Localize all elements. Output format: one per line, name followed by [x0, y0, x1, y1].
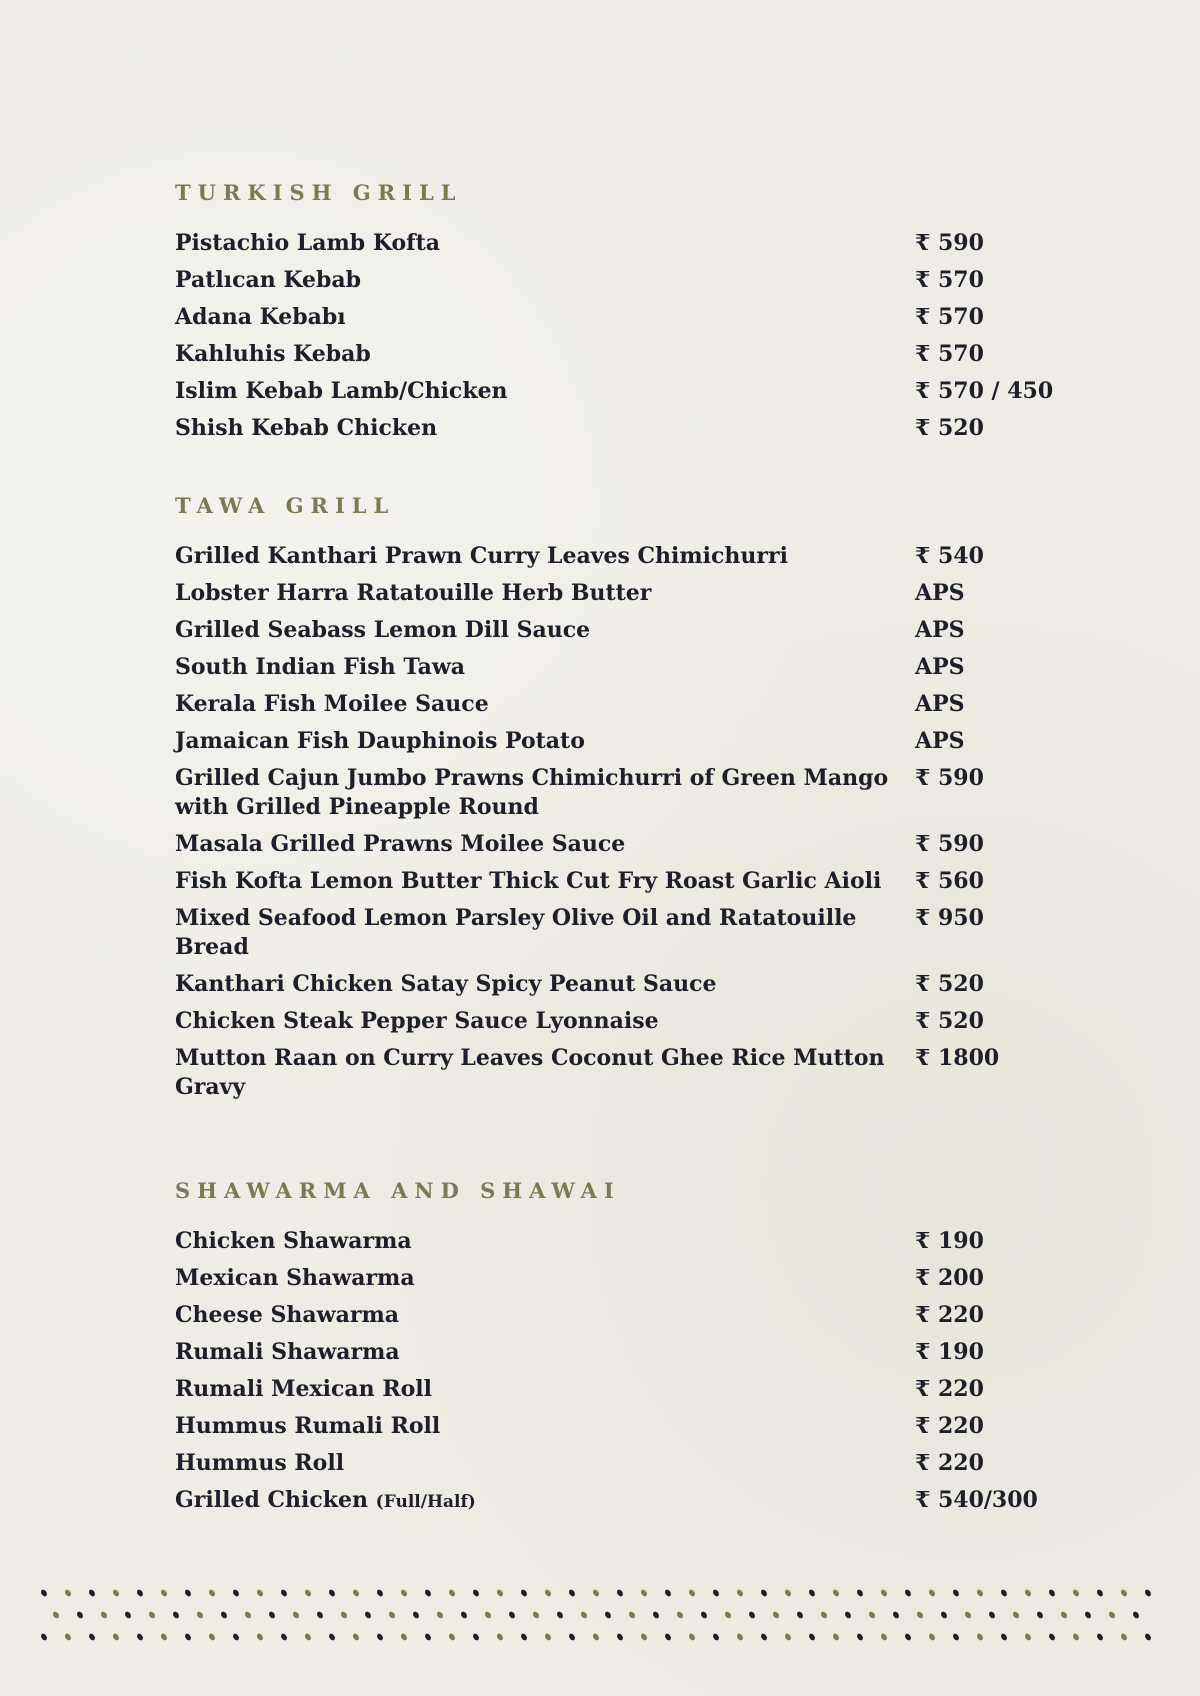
decorative-dot [400, 1633, 408, 1642]
decorative-dot [616, 1589, 624, 1598]
decorative-dot [1036, 1611, 1044, 1620]
item-name: Hummus Roll [175, 1450, 345, 1476]
item-name: Grilled Kanthari Prawn Curry Leaves Chimichurri [175, 543, 788, 569]
menu-item [175, 579, 1075, 608]
item-price: ₹ 220 [915, 1413, 984, 1439]
menu-item [175, 830, 1075, 859]
item-price: ₹ 590 [915, 765, 984, 791]
decorative-dot [628, 1611, 636, 1620]
decorative-dot [604, 1611, 612, 1620]
decorative-dot [712, 1589, 720, 1598]
decorative-dot [1024, 1589, 1032, 1598]
menu-item-list [175, 542, 1075, 1102]
decorative-dot [64, 1589, 72, 1598]
decorative-dot [736, 1589, 744, 1598]
decorative-dot [256, 1633, 264, 1642]
menu-item-list [175, 1227, 1075, 1517]
decorative-dot [856, 1633, 864, 1642]
decorative-dot [1144, 1589, 1152, 1598]
decorative-dot [688, 1633, 696, 1642]
decorative-dot [952, 1633, 960, 1642]
decorative-dot [448, 1633, 456, 1642]
decorative-dot [760, 1633, 768, 1642]
decorative-dot [976, 1633, 984, 1642]
item-name: Lobster Harra Ratatouille Herb Butter [175, 580, 652, 606]
section-tawa-grill [175, 491, 1075, 1110]
item-name: Rumali Shawarma [175, 1339, 400, 1365]
decorative-dot [280, 1589, 288, 1598]
decorative-dot-pattern [40, 1588, 1160, 1648]
decorative-dot [796, 1611, 804, 1620]
item-price: ₹ 200 [915, 1265, 984, 1291]
decorative-dot [280, 1633, 288, 1642]
menu-item [175, 1227, 1075, 1256]
decorative-dot [592, 1633, 600, 1642]
decorative-dot [172, 1611, 180, 1620]
item-name: Kanthari Chicken Satay Spicy Peanut Sauce [175, 971, 717, 997]
decorative-dot [40, 1633, 48, 1642]
item-name: Grilled Seabass Lemon Dill Sauce [175, 617, 591, 643]
decorative-dot [508, 1611, 516, 1620]
item-price: ₹ 570 [915, 304, 984, 330]
decorative-dot [928, 1633, 936, 1642]
decorative-dot [892, 1611, 900, 1620]
decorative-dot [1000, 1589, 1008, 1598]
decorative-dot [904, 1589, 912, 1598]
menu-item [175, 904, 1075, 962]
decorative-dot [316, 1611, 324, 1620]
menu-item [175, 377, 1075, 406]
decorative-dot [1072, 1633, 1080, 1642]
decorative-dot [1120, 1633, 1128, 1642]
decorative-dot [268, 1611, 276, 1620]
decorative-dot [184, 1633, 192, 1642]
decorative-dot [520, 1589, 528, 1598]
item-price: ₹ 190 [915, 1339, 984, 1365]
decorative-dot [988, 1611, 996, 1620]
item-price: ₹ 220 [915, 1376, 984, 1402]
decorative-dot [976, 1589, 984, 1598]
decorative-dot [664, 1589, 672, 1598]
decorative-dot [544, 1589, 552, 1598]
decorative-dot [496, 1633, 504, 1642]
item-name: Grilled Cajun Jumbo Prawns Chimichurri of Green Mango with Grilled Pineapple Round [175, 765, 889, 820]
decorative-dot [724, 1611, 732, 1620]
decorative-dot [784, 1633, 792, 1642]
decorative-dot [940, 1611, 948, 1620]
menu-item [175, 1375, 1075, 1404]
decorative-dot [1000, 1633, 1008, 1642]
item-price: APS [915, 691, 965, 717]
decorative-dot [412, 1611, 420, 1620]
decorative-dot [688, 1589, 696, 1598]
item-price: ₹ 520 [915, 1008, 984, 1034]
menu-item [175, 340, 1075, 369]
item-price: ₹ 520 [915, 971, 984, 997]
decorative-dot [712, 1633, 720, 1642]
decorative-dot [88, 1633, 96, 1642]
decorative-dot [328, 1589, 336, 1598]
menu-item [175, 1449, 1075, 1478]
decorative-dot [340, 1611, 348, 1620]
menu-item [175, 414, 1075, 443]
decorative-dot [520, 1633, 528, 1642]
menu-item [175, 303, 1075, 332]
decorative-dot [760, 1589, 768, 1598]
decorative-dot [616, 1633, 624, 1642]
decorative-dot [844, 1611, 852, 1620]
decorative-dot [1084, 1611, 1092, 1620]
decorative-dot [580, 1611, 588, 1620]
decorative-dot [436, 1611, 444, 1620]
item-name: Masala Grilled Prawns Moilee Sauce [175, 831, 626, 857]
decorative-dot [88, 1589, 96, 1598]
decorative-dot [112, 1633, 120, 1642]
menu-item [175, 970, 1075, 999]
decorative-dot [292, 1611, 300, 1620]
decorative-dot [448, 1589, 456, 1598]
decorative-dot [184, 1589, 192, 1598]
menu-item [175, 1338, 1075, 1367]
item-price: ₹ 570 [915, 341, 984, 367]
section-shawarma-and-shawai [175, 1176, 1075, 1525]
item-name: Pistachio Lamb Kofta [175, 230, 441, 256]
decorative-dot [880, 1633, 888, 1642]
decorative-dot [328, 1633, 336, 1642]
decorative-dot [1072, 1589, 1080, 1598]
item-price: APS [915, 580, 965, 606]
item-price: APS [915, 617, 965, 643]
menu-item [175, 542, 1075, 571]
decorative-dot [1060, 1611, 1068, 1620]
decorative-dot [160, 1589, 168, 1598]
decorative-dot [1012, 1611, 1020, 1620]
decorative-dot [916, 1611, 924, 1620]
item-name: Grilled Chicken [175, 1487, 368, 1513]
decorative-dot [964, 1611, 972, 1620]
item-price: ₹ 520 [915, 415, 984, 441]
decorative-dot [496, 1589, 504, 1598]
menu-item [175, 229, 1075, 258]
menu-item [175, 1007, 1075, 1036]
decorative-dot [1048, 1633, 1056, 1642]
decorative-dot [808, 1633, 816, 1642]
item-price: ₹ 560 [915, 868, 984, 894]
decorative-dot [652, 1611, 660, 1620]
decorative-dot [232, 1633, 240, 1642]
item-name: Cheese Shawarma [175, 1302, 399, 1328]
decorative-dot [544, 1633, 552, 1642]
decorative-dot [1048, 1589, 1056, 1598]
item-name: Kahluhis Kebab [175, 341, 371, 367]
decorative-dot [100, 1611, 108, 1620]
item-price: ₹ 950 [915, 905, 984, 931]
decorative-dot [1024, 1633, 1032, 1642]
menu-item [175, 1412, 1075, 1441]
decorative-dot [196, 1611, 204, 1620]
decorative-dot [124, 1611, 132, 1620]
decorative-dot [532, 1611, 540, 1620]
decorative-dot [220, 1611, 228, 1620]
decorative-dot [1096, 1589, 1104, 1598]
decorative-dot [40, 1589, 48, 1598]
decorative-dot [304, 1633, 312, 1642]
decorative-dot [952, 1589, 960, 1598]
item-name: Patlıcan Kebab [175, 267, 362, 293]
decorative-dot [820, 1611, 828, 1620]
decorative-dot [256, 1589, 264, 1598]
decorative-dot [148, 1611, 156, 1620]
decorative-dot [748, 1611, 756, 1620]
decorative-dot [832, 1589, 840, 1598]
item-price: ₹ 1800 [915, 1045, 1000, 1071]
decorative-dot [640, 1589, 648, 1598]
item-note: (Full/Half) [375, 1492, 476, 1512]
item-price: ₹ 540 [915, 543, 984, 569]
decorative-dot [484, 1611, 492, 1620]
item-price: ₹ 570 / 450 [915, 378, 1054, 404]
decorative-dot [376, 1589, 384, 1598]
decorative-dot [472, 1633, 480, 1642]
decorative-dot [784, 1589, 792, 1598]
menu-item [175, 653, 1075, 682]
item-price: ₹ 220 [915, 1450, 984, 1476]
decorative-dot [64, 1633, 72, 1642]
decorative-dot [136, 1633, 144, 1642]
decorative-dot [76, 1611, 84, 1620]
decorative-dot [244, 1611, 252, 1620]
decorative-dot [208, 1633, 216, 1642]
section-title: TAWA GRILL [175, 493, 396, 518]
decorative-dot [364, 1611, 372, 1620]
decorative-dot [556, 1611, 564, 1620]
item-name: Chicken Shawarma [175, 1228, 412, 1254]
item-price: ₹ 220 [915, 1302, 984, 1328]
decorative-dot [592, 1589, 600, 1598]
item-price: ₹ 540/300 [915, 1487, 1038, 1513]
item-price: ₹ 570 [915, 267, 984, 293]
item-name: Chicken Steak Pepper Sauce Lyonnaise [175, 1008, 659, 1034]
decorative-dot [1108, 1611, 1116, 1620]
decorative-dot [700, 1611, 708, 1620]
menu-item [175, 764, 1075, 822]
item-name: Hummus Rumali Roll [175, 1413, 441, 1439]
item-name: Fish Kofta Lemon Butter Thick Cut Fry Roast Garlic Aioli [175, 868, 882, 894]
decorative-dot [736, 1633, 744, 1642]
decorative-dot [808, 1589, 816, 1598]
menu-item-list [175, 229, 1075, 443]
section-title: TURKISH GRILL [175, 180, 463, 205]
decorative-dot [136, 1589, 144, 1598]
item-name: Shish Kebab Chicken [175, 415, 438, 441]
decorative-dot [388, 1611, 396, 1620]
decorative-dot [568, 1633, 576, 1642]
menu-item [175, 727, 1075, 756]
item-name: Mutton Raan on Curry Leaves Coconut Ghee Rice Mutton Gravy [175, 1045, 885, 1100]
item-price: ₹ 190 [915, 1228, 984, 1254]
decorative-dot [1144, 1633, 1152, 1642]
item-price: APS [915, 654, 965, 680]
decorative-dot [112, 1589, 120, 1598]
decorative-dot [472, 1589, 480, 1598]
decorative-dot [304, 1589, 312, 1598]
menu-item [175, 1301, 1075, 1330]
menu-item [175, 1486, 1075, 1517]
decorative-dot [208, 1589, 216, 1598]
decorative-dot [424, 1589, 432, 1598]
item-name: Adana Kebabı [175, 304, 346, 330]
decorative-dot [376, 1633, 384, 1642]
decorative-dot [460, 1611, 468, 1620]
item-name-with-note [175, 1486, 915, 1517]
decorative-dot [1132, 1611, 1140, 1620]
decorative-dot [664, 1633, 672, 1642]
decorative-dot [352, 1633, 360, 1642]
decorative-dot [1120, 1589, 1128, 1598]
decorative-dot [52, 1611, 60, 1620]
item-name: Kerala Fish Moilee Sauce [175, 691, 489, 717]
item-price: ₹ 590 [915, 831, 984, 857]
decorative-dot [352, 1589, 360, 1598]
decorative-dot [832, 1633, 840, 1642]
decorative-dot [880, 1589, 888, 1598]
decorative-dot [568, 1589, 576, 1598]
item-name: South Indian Fish Tawa [175, 654, 466, 680]
item-name: Mexican Shawarma [175, 1265, 415, 1291]
decorative-dot [676, 1611, 684, 1620]
decorative-dot [904, 1633, 912, 1642]
item-price: ₹ 590 [915, 230, 984, 256]
menu-item [175, 1044, 1075, 1102]
item-name: Islim Kebab Lamb/Chicken [175, 378, 508, 404]
menu-item [175, 616, 1075, 645]
section-title: SHAWARMA AND SHAWAI [175, 1178, 621, 1203]
section-turkish-grill [175, 178, 1075, 451]
decorative-dot [424, 1633, 432, 1642]
decorative-dot [928, 1589, 936, 1598]
menu-item [175, 266, 1075, 295]
decorative-dot [1096, 1633, 1104, 1642]
menu-item [175, 1264, 1075, 1293]
menu-item [175, 690, 1075, 719]
decorative-dot [772, 1611, 780, 1620]
decorative-dot [640, 1633, 648, 1642]
item-price: APS [915, 728, 965, 754]
decorative-dot [160, 1633, 168, 1642]
decorative-dot [856, 1589, 864, 1598]
decorative-dot [232, 1589, 240, 1598]
item-name: Jamaican Fish Dauphinois Potato [175, 728, 585, 754]
decorative-dot [868, 1611, 876, 1620]
menu-item [175, 867, 1075, 896]
item-name: Rumali Mexican Roll [175, 1376, 432, 1402]
item-name: Mixed Seafood Lemon Parsley Olive Oil and Ratatouille Bread [175, 905, 857, 960]
decorative-dot [400, 1589, 408, 1598]
